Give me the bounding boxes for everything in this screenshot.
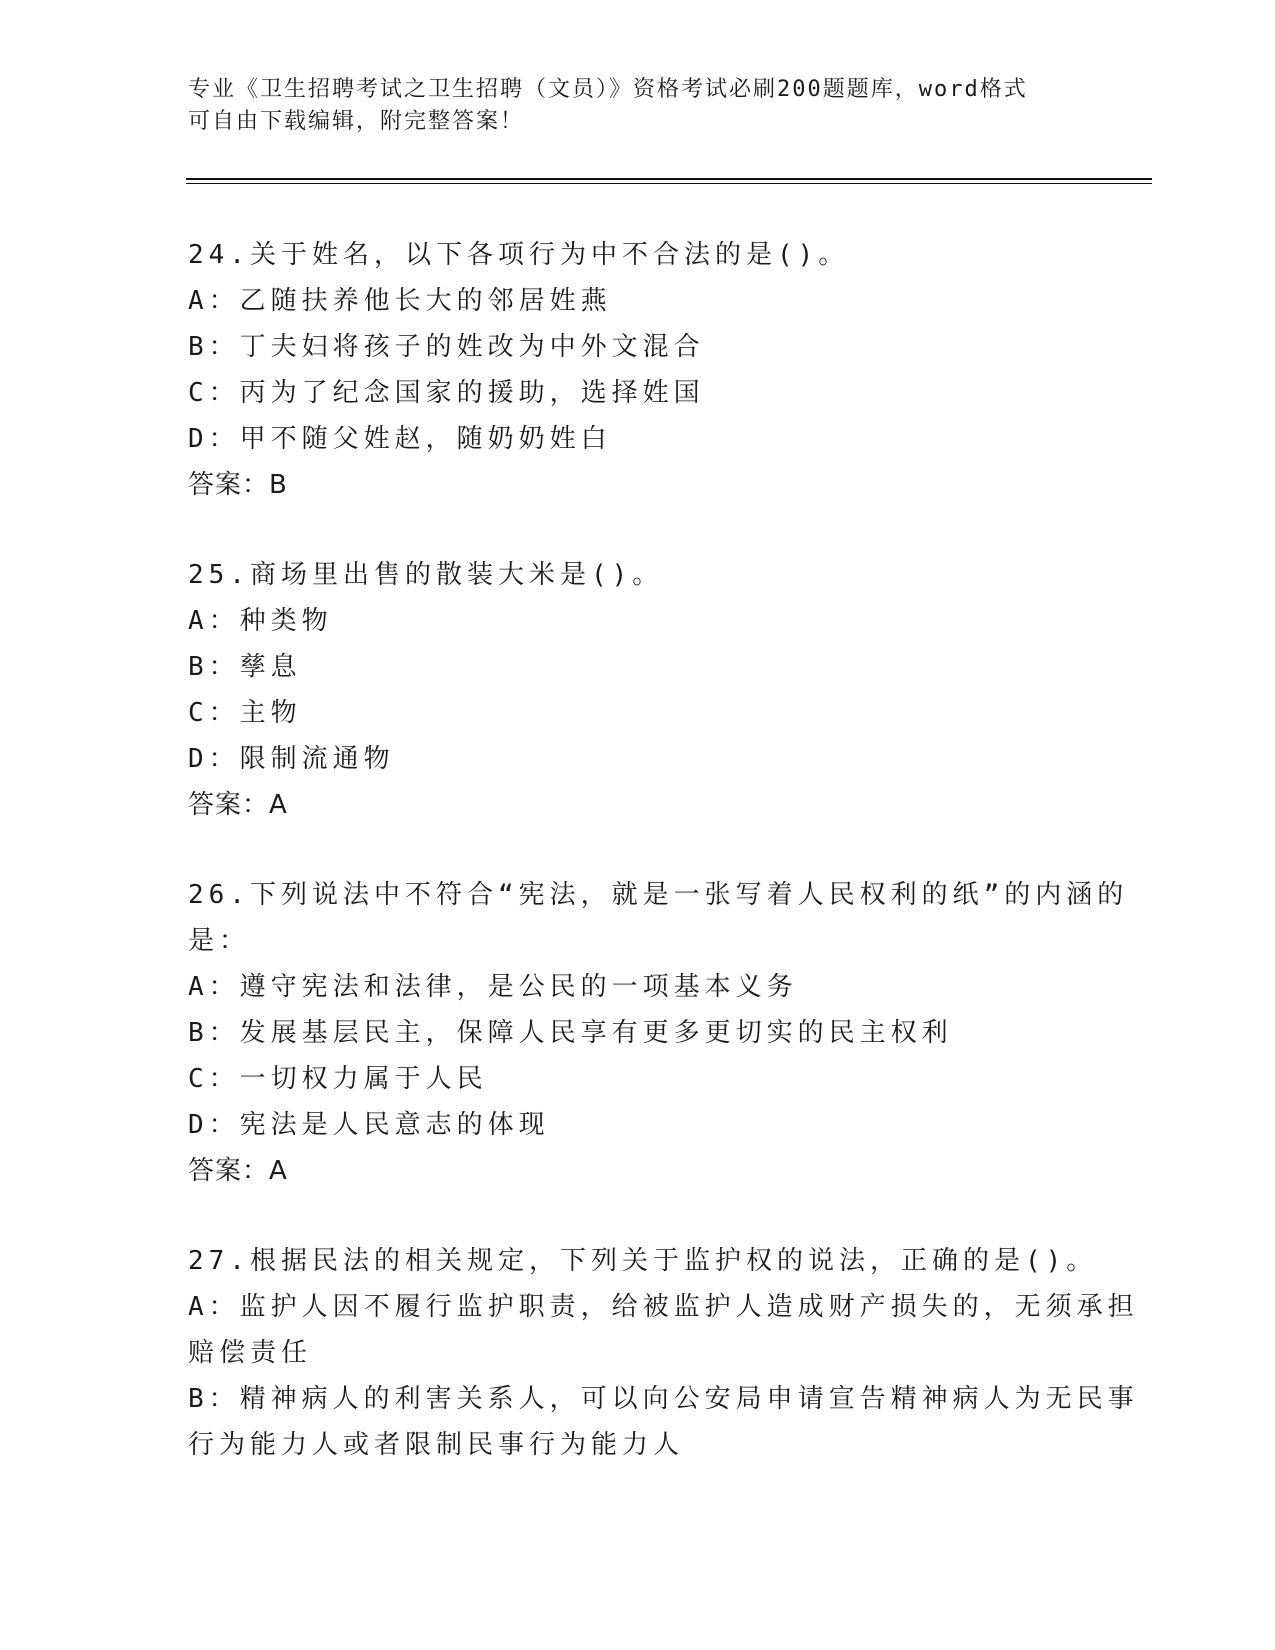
option-c: C：主物 (188, 698, 302, 728)
option-d: D：限制流通物 (188, 744, 395, 774)
question-27 (188, 1238, 1139, 1468)
answer-line: 答案：A (188, 790, 288, 820)
option-b: B：丁夫妇将孩子的姓改为中外文混合 (188, 332, 705, 362)
option-b-continued: 行为能力人或者限制民事行为能力人 (188, 1430, 685, 1460)
option-a: A：种类物 (188, 606, 333, 636)
option-b: B：发展基层民主，保障人民享有更多更切实的民主权利 (188, 1018, 953, 1048)
option-b: B：精神病人的利害关系人，可以向公安局申请宣告精神病人为无民事 (188, 1384, 1139, 1414)
document-header (188, 74, 1088, 138)
header-line-1: 专业《卫生招聘考试之卫生招聘（文员）》资格考试必刷200题题库，word格式 (188, 77, 1028, 102)
option-d: D：甲不随父姓赵，随奶奶姓白 (188, 424, 612, 454)
question-stem: 25.商场里出售的散装大米是()。 (188, 560, 664, 590)
question-list (188, 232, 1139, 1512)
question-stem: 27.根据民法的相关规定，下列关于监护权的说法，正确的是()。 (188, 1246, 1098, 1276)
option-a: A：乙随扶养他长大的邻居姓燕 (188, 286, 612, 316)
question-stem-continued: 是： (188, 926, 251, 956)
header-rule-thin (186, 183, 1152, 184)
option-c: C：丙为了纪念国家的援助，选择姓国 (188, 378, 705, 408)
question-stem: 26.下列说法中不符合“宪法，就是一张写着人民权利的纸”的内涵的 (188, 880, 1129, 910)
question-25 (188, 552, 1078, 828)
answer-line: 答案：B (188, 470, 288, 500)
question-stem: 24.关于姓名，以下各项行为中不合法的是()。 (188, 240, 850, 270)
option-a: A：遵守宪法和法律，是公民的一项基本义务 (188, 972, 798, 1002)
question-26 (188, 872, 1129, 1194)
option-c: C：一切权力属于人民 (188, 1064, 488, 1094)
option-b: B：孳息 (188, 652, 302, 682)
option-a-continued: 赔偿责任 (188, 1338, 313, 1368)
option-d: D：宪法是人民意志的体现 (188, 1110, 550, 1140)
option-a: A：监护人因不履行监护职责，给被监护人造成财产损失的，无须承担 (188, 1292, 1139, 1322)
header-rule-thick (186, 178, 1152, 180)
question-24 (188, 232, 1078, 508)
answer-line: 答案：A (188, 1156, 288, 1186)
header-line-2: 可自由下载编辑，附完整答案！ (188, 109, 525, 134)
